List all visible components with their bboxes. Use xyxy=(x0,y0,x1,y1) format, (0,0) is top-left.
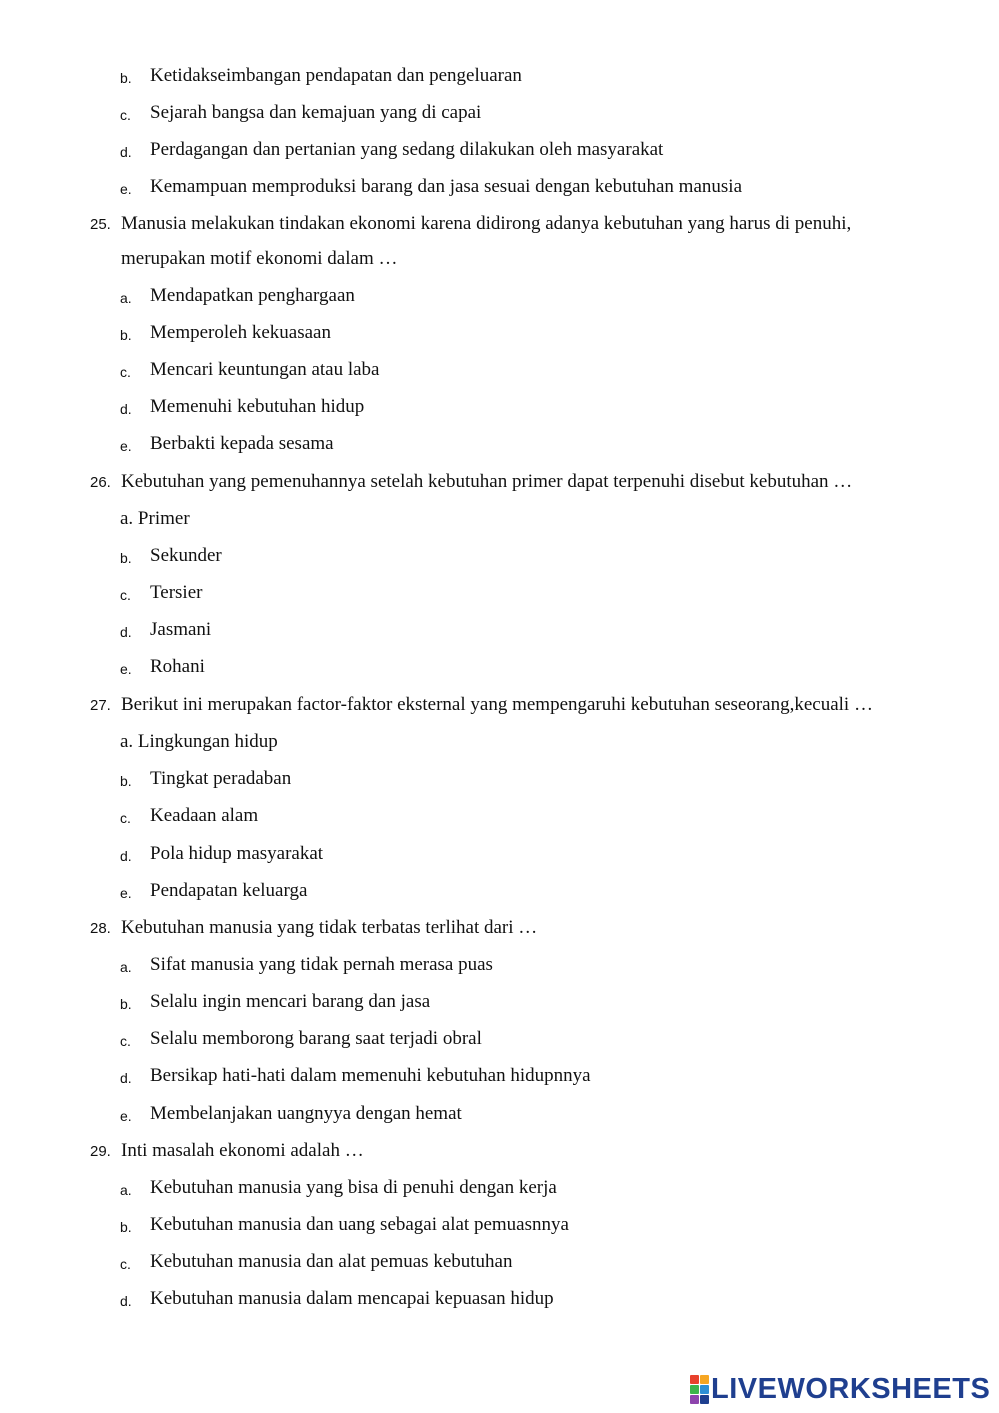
question-number: 27. xyxy=(90,697,111,714)
option-text: Sejarah bangsa dan kemajuan yang di capai xyxy=(150,102,482,123)
option-label: a. xyxy=(120,959,132,975)
option-label: c. xyxy=(120,1033,131,1049)
option-text: Tingkat peradaban xyxy=(150,768,292,789)
option-text: Memenuhi kebutuhan hidup xyxy=(150,396,365,417)
option-text: Jasmani xyxy=(150,619,212,640)
option-label: b. xyxy=(120,1219,132,1235)
option-label: e. xyxy=(120,885,132,901)
option-text: Membelanjakan uangnyya dengan hemat xyxy=(150,1103,462,1124)
option-label: e. xyxy=(120,661,132,677)
option-text: a. Primer xyxy=(120,508,190,529)
option-label: d. xyxy=(120,848,132,864)
option-label: c. xyxy=(120,107,131,123)
question-text: Berikut ini merupakan factor-faktor eksternal yang mempengaruhi kebutuhan seseorang,kecuali … xyxy=(121,694,873,715)
option-label: c. xyxy=(120,364,131,380)
option-label: b. xyxy=(120,996,132,1012)
option-label: b. xyxy=(120,327,132,343)
option-text: Sekunder xyxy=(150,545,222,566)
liveworksheets-logo-icon xyxy=(690,1375,708,1403)
option-label: a. xyxy=(120,1182,132,1198)
option-label: b. xyxy=(120,550,132,566)
logo-block xyxy=(700,1375,709,1384)
option-label: c. xyxy=(120,810,131,826)
option-label: d. xyxy=(120,624,132,640)
option-text: Kebutuhan manusia dan alat pemuas kebutuhan xyxy=(150,1251,513,1272)
option-text: Sifat manusia yang tidak pernah merasa puas xyxy=(150,954,493,975)
option-label: d. xyxy=(120,1070,132,1086)
option-text: Pola hidup masyarakat xyxy=(150,843,324,864)
question-number: 26. xyxy=(90,474,111,491)
option-text: Perdagangan dan pertanian yang sedang dilakukan oleh masyarakat xyxy=(150,139,664,160)
option-text: Selalu ingin mencari barang dan jasa xyxy=(150,991,431,1012)
liveworksheets-logo[interactable] xyxy=(690,1372,990,1406)
option-label: b. xyxy=(120,70,132,86)
option-text: Mendapatkan penghargaan xyxy=(150,285,355,306)
option-label: c. xyxy=(120,1256,131,1272)
option-label: e. xyxy=(120,1108,132,1124)
option-text: Tersier xyxy=(150,582,203,603)
option-text: Ketidakseimbangan pendapatan dan pengeluaran xyxy=(150,65,522,86)
question-text: Kebutuhan manusia yang tidak terbatas terlihat dari … xyxy=(121,917,538,938)
option-text: Berbakti kepada sesama xyxy=(150,433,334,454)
question-text: Kebutuhan yang pemenuhannya setelah kebutuhan primer dapat terpenuhi disebut kebutuhan … xyxy=(121,471,853,492)
question-text: merupakan motif ekonomi dalam … xyxy=(121,248,398,269)
logo-block xyxy=(690,1385,699,1394)
question-number: 29. xyxy=(90,1143,111,1160)
option-text: Rohani xyxy=(150,656,205,677)
option-text: Kebutuhan manusia dan uang sebagai alat pemuasnnya xyxy=(150,1214,569,1235)
option-label: d. xyxy=(120,401,132,417)
option-label: e. xyxy=(120,181,132,197)
option-text: Memperoleh kekuasaan xyxy=(150,322,331,343)
question-text: Manusia melakukan tindakan ekonomi karena didirong adanya kebutuhan yang harus di penuhi, xyxy=(121,213,852,234)
option-text: Keadaan alam xyxy=(150,805,259,826)
option-text: Selalu memborong barang saat terjadi obral xyxy=(150,1028,482,1049)
option-label: c. xyxy=(120,587,131,603)
logo-block xyxy=(690,1395,699,1404)
question-number: 28. xyxy=(90,920,111,937)
question-number: 25. xyxy=(90,216,111,233)
option-text: Pendapatan keluarga xyxy=(150,880,308,901)
option-text: Bersikap hati-hati dalam memenuhi kebutuhan hidupnnya xyxy=(150,1065,591,1086)
logo-text: LIVEWORKSHEETS xyxy=(711,1372,991,1405)
option-label: d. xyxy=(120,144,132,160)
question-text: Inti masalah ekonomi adalah … xyxy=(121,1140,364,1161)
option-label: b. xyxy=(120,773,132,789)
logo-block xyxy=(690,1375,699,1384)
option-text: Kemampuan memproduksi barang dan jasa sesuai dengan kebutuhan manusia xyxy=(150,176,742,197)
logo-block xyxy=(700,1395,709,1404)
option-label: a. xyxy=(120,290,132,306)
option-label: d. xyxy=(120,1293,132,1309)
option-label: e. xyxy=(120,438,132,454)
option-text: a. Lingkungan hidup xyxy=(120,731,278,752)
option-text: Kebutuhan manusia dalam mencapai kepuasan hidup xyxy=(150,1288,554,1309)
option-text: Kebutuhan manusia yang bisa di penuhi dengan kerja xyxy=(150,1177,557,1198)
option-text: Mencari keuntungan atau laba xyxy=(150,359,380,380)
logo-block xyxy=(700,1385,709,1394)
